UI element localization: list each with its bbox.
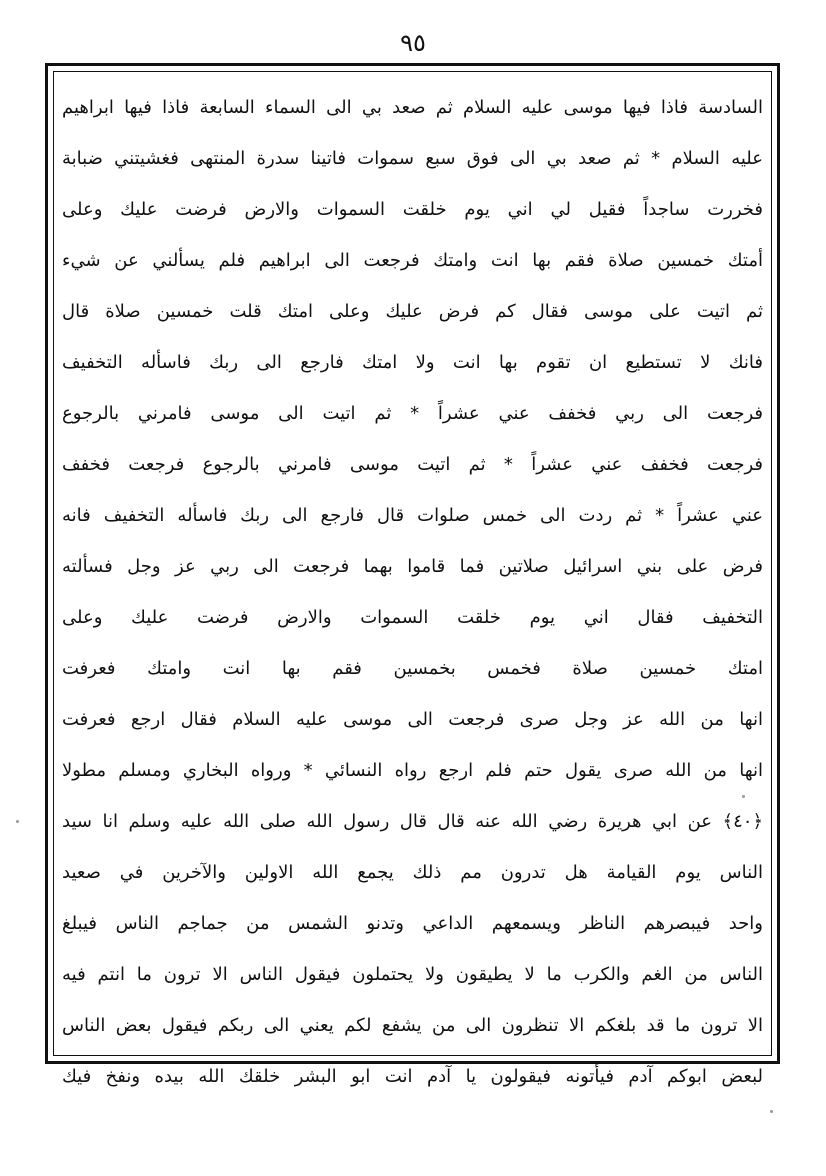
text-line: الا ترون ما قد بلغكم الا تنظرون الى من يشفع لكم يعني الى ربكم فيقول بعض الناس (62, 1015, 763, 1036)
text-line: واحد فيبصرهم الناظر ويسمعهم الداعي وتدنو الشمس من جماجم الناس فيبلغ (62, 913, 763, 934)
text-line: فرجعت الى ربي فخفف عني عشراً * ثم اتيت الى موسى فامرني بالرجوع (62, 403, 763, 424)
text-line: امتك خمسين صلاة فخمس بخمسين فقم بها انت وامتك فعرفت (62, 658, 763, 679)
text-line: لبعض ابوكم آدم فيأتونه فيقولون يا آدم انت ابو البشر خلقك الله بيده ونفخ فيك (62, 1066, 763, 1087)
page-number: ٩٥ (400, 29, 426, 57)
scan-speck (770, 1110, 773, 1113)
text-line: الناس يوم القيامة هل تدرون مم ذلك يجمع الله الاولين والآخرين في صعيد (62, 862, 763, 883)
text-line: انها من الله عز وجل صرى فرجعت الى موسى عليه السلام فقال ارجع فعرفت (62, 709, 763, 730)
text-line: عليه السلام * ثم صعد بي الى فوق سبع سموات فاتينا سدرة المنتهى فغشيتني ضبابة (62, 148, 763, 169)
body-text (58, 82, 767, 1087)
text-line: أمتك خمسين صلاة فقم بها انت وامتك فرجعت الى ابراهيم فلم يسألني عن شيء (62, 250, 763, 271)
text-line: فخررت ساجداً فقيل لي اني يوم خلقت السموات والارض فرضت عليك وعلى (62, 199, 763, 220)
text-line: فانك لا تستطيع ان تقوم بها انت ولا امتك فارجع الى ربك فاسأله التخفيف (62, 352, 763, 373)
text-line: انها من الله صرى يقول حتم فلم ارجع رواه النسائي * ورواه البخاري ومسلم مطولا (62, 760, 763, 781)
text-line: الناس من الغم والكرب ما لا يطيقون ولا يحتملون فيقول الناس الا ترون ما انتم فيه (62, 964, 763, 985)
scan-speck (742, 795, 745, 798)
text-line: ثم اتيت على موسى فقال كم فرض عليك وعلى امتك قلت خمسين صلاة قال (62, 301, 763, 322)
hadith-start-line: ﴿٤٠﴾ عن ابي هريرة رضي الله عنه قال قال رسول الله صلى الله عليه وسلم انا سيد (62, 811, 763, 832)
text-line: عني عشراً * ثم ردت الى خمس صلوات قال فارجع الى ربك فاسأله التخفيف فانه (62, 505, 763, 526)
text-line: فرض على بني اسرائيل صلاتين فما قاموا بهما فرجعت الى ربي عز وجل فسألته (62, 556, 763, 577)
text-line: السادسة فاذا فيها موسى عليه السلام ثم صعد بي الى السماء السابعة فاذا فيها ابراهيم (62, 97, 763, 118)
text-line: التخفيف فقال اني يوم خلقت السموات والارض فرضت عليك وعلى (62, 607, 763, 628)
text-line: فرجعت فخفف عني عشراً * ثم اتيت موسى فامرني بالرجوع فرجعت فخفف (62, 454, 763, 475)
scan-speck (16, 820, 19, 823)
